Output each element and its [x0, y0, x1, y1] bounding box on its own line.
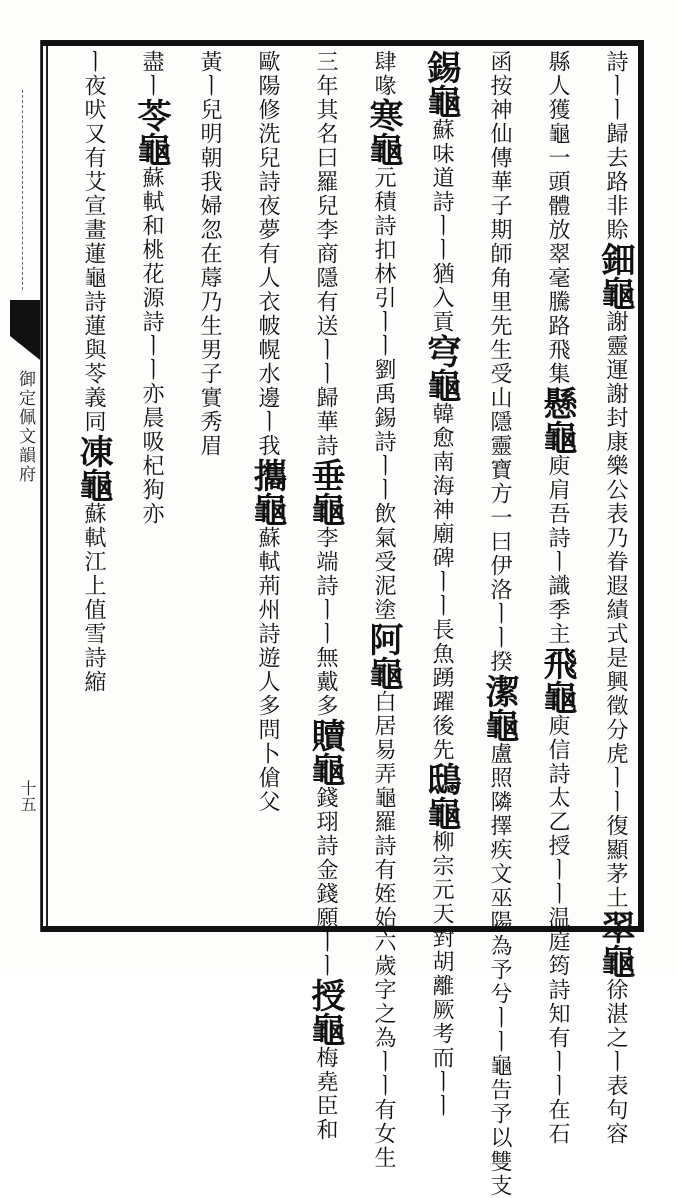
book-title: 御定佩文韻府 — [15, 370, 35, 484]
frame-right-border — [638, 40, 644, 932]
entry-text: 詩ㅣㅣ歸去路非賒 — [603, 50, 628, 242]
entry-headword: 垂龜 — [305, 458, 345, 526]
entry-text: 蘇軾江上值雪詩縮 — [81, 502, 106, 694]
fishtail-mark — [10, 300, 40, 360]
fold-guide-line — [22, 90, 29, 290]
entry-headword: 攜龜 — [247, 458, 287, 526]
text-column — [595, 50, 635, 1146]
entry-text: 韓愈南海神廟碑ㅣㅣ長魚踴躍後先 — [429, 402, 454, 762]
entry-text: 柳宗元天對胡離厥考而ㅣㅣ — [429, 830, 454, 1118]
text-column — [363, 50, 403, 1170]
entry-headword: 穹龜 — [421, 334, 461, 402]
entry-text: 縣人獲龜一頭體放翠毫騰路飛集 — [545, 50, 570, 386]
text-column — [479, 50, 519, 1198]
entry-text: 蘇味道詩ㅣㅣ猶入貢 — [429, 118, 454, 334]
entry-text: 盧照隣擇疾文巫陽為予兮ㅣㅣ龜告予以雙支 — [487, 742, 512, 1198]
entry-text: 歐陽修洗兒詩夜夢有人衣帔幌水邊ㅣ我 — [255, 50, 280, 458]
entry-text: 梅堯臣和 — [313, 1046, 338, 1142]
entry-headword: 鈿龜 — [595, 242, 635, 310]
entry-text: 盡ㅣ — [139, 50, 164, 98]
entry-text: 函按神仙傳華子期師角里先生受山隱靈寶方一曰伊洛ㅣㅣ揆 — [487, 50, 512, 674]
text-column — [537, 50, 577, 1146]
entry-text: 元積詩扣林引ㅣㅣ劉禹錫詩ㅣㅣ飲氣受泥塗 — [371, 166, 396, 622]
entry-text: 蘇軾和桃花源詩ㅣㅣ亦晨吸杞狗亦 — [139, 166, 164, 526]
entry-headword: 授龜 — [305, 978, 345, 1046]
page-number: 十五 — [18, 780, 37, 812]
entry-headword: 錫龜 — [421, 50, 461, 118]
frame-top-border — [40, 40, 644, 46]
entry-headword: 寒龜 — [363, 98, 403, 166]
entry-text: 徐湛之ㅣ表句容 — [603, 978, 628, 1146]
entry-text: 庾信詩太乙授ㅣㅣ温庭筠詩知有ㅣㅣ在石 — [545, 714, 570, 1146]
text-column — [247, 50, 287, 920]
entry-headword: 懸龜 — [537, 386, 577, 454]
entry-text: 白居易弄龜羅詩有姪始六歲字之為ㅣㅣ有女生 — [371, 690, 396, 1170]
text-column — [421, 50, 461, 1118]
entry-headword: 贖龜 — [305, 718, 345, 786]
entry-text: 錢珝詩金錢願ㅣㅣ — [313, 786, 338, 978]
entry-text: 肆喙 — [371, 50, 396, 98]
text-column — [194, 50, 224, 920]
text-column — [131, 50, 171, 920]
entry-headword: 飛龜 — [537, 646, 577, 714]
entry-headword: 苓龜 — [131, 98, 171, 166]
margin-line — [46, 46, 48, 926]
entry-text: 謝靈運謝封康樂公表乃眷遐績式是興徵分虎ㅣㅣ復顯茅土 — [603, 310, 628, 910]
entry-headword: 翠龜 — [595, 910, 635, 978]
text-column — [305, 50, 345, 1142]
text-column — [73, 50, 113, 920]
entry-text: 李端詩ㅣㅣ無戴多 — [313, 526, 338, 718]
entry-text: 三年其名曰羅兒李商隱有送ㅣㅣ歸華詩 — [313, 50, 338, 458]
entry-headword: 阿龜 — [363, 622, 403, 690]
center-fold-strip — [10, 40, 41, 932]
entry-headword: 凍龜 — [73, 434, 113, 502]
entry-headword: 潔龜 — [479, 674, 519, 742]
entry-text: 黃ㅣ兒明朝我婦忽在蓐乃生男子實秀眉 — [197, 50, 222, 458]
entry-text: ㅣ夜吠又有艾宣畫蓮龜詩蓮與苓義同 — [81, 50, 106, 434]
entry-text: 庾肩吾詩ㅣ識季主 — [545, 454, 570, 646]
entry-headword: 鴟龜 — [421, 762, 461, 830]
entry-text: 蘇軾荊州詩遊人多問卜傖父 — [255, 526, 280, 814]
